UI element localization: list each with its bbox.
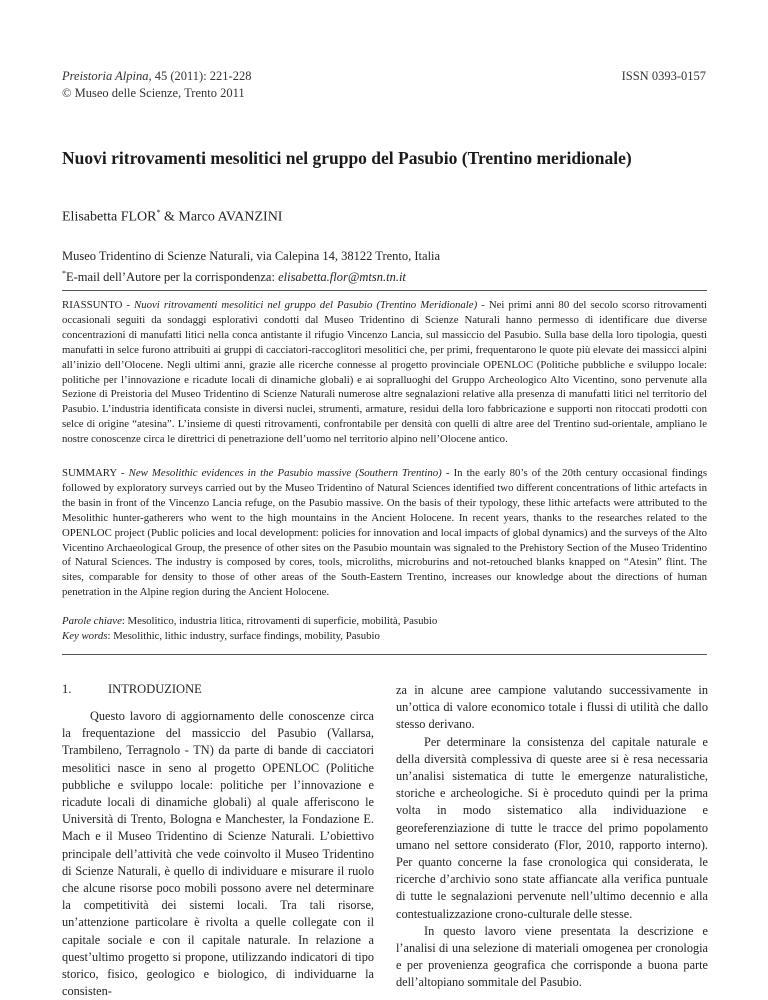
paper-title: Nuovi ritrovamenti mesolitici nel gruppo del Pasubio (Trentino meridionale) (62, 148, 632, 168)
affiliation-email-prefix: E-mail dell’Autore per la corrispondenza: (66, 270, 279, 285)
riassunto-text: - Nei primi anni 80 del secolo scorso ritrovamenti occasionali seguiti da sondaggi esplorativi condotti dal Museo Tridentino di Scienze Naturali hanno permesso di identificare due diverse concentrazioni di manufatti litici nella conca antistante il rifugio Vincenzo Lancia, sul massiccio del Pasubio. Sulla base della loro tipologia, questi manufatti in selce furono attribuiti ai gruppi di cacciatori-raccoglitori mesolitici che, per primi, frequentarono le quote più elevate dei massicci alpini all’inizio dell’Olocene. Negli ultimi anni, grazie alle ricerche connesse al progetto provinciale OPENLOC (Politiche pubbliche e sviluppo locale: politiche per l’innovazione e ricadute locali di dinamiche globali) e ai sopralluoghi del Gruppo Archeologico Alto Vicentino, sono pervenute alla Sezione di Preistoria del Museo Tridentino di Scienze Naturali numerose altre segnalazioni relative alla presenza di manufatti litici nel territorio del Pasubio. L’industria identificata consiste in diversi nuclei, strumenti, armature, residui della loro fabbricazione e supporti non ritoccati prodotti con selce di origine “atesina”. L’insieme di questi ritrovamenti, confrontabile per densità con quelli di altre aree del Trentino sud-orientale, ampliano le nostre conoscenze circa le direttrici di penetrazione dell’uomo nel territorio alpino nell’Olocene antico. (62, 299, 708, 446)
copyright-line: © Museo delle Scienze, Trento 2011 (62, 86, 245, 100)
authors (62, 208, 282, 226)
author-rest: & Marco AVANZINI (160, 209, 283, 225)
keywords-it-label: Parole chiave (62, 615, 122, 627)
journal-citation (62, 68, 251, 102)
affiliation-email[interactable]: elisabetta.flor@mtsn.tn.it (278, 270, 406, 285)
summary (62, 466, 707, 600)
paragraph-continued: za in alcune aree campione valutando successivamente in un’ottica di valore economico totale i flussi di utilità che dallo stesso derivano. (396, 683, 708, 732)
paragraph: Per determinare la consistenza del capitale naturale e della diversità complessiva di queste aree si è resa necessaria un’analisi sistematica di tutte le emergenze naturalistiche, storiche e archeologiche. Si è proceduto quindi per la prima volta in modo sistematico alla individuazione e georeferenziazione di tutte le tracce del primo popolamento umano nel settore considerato (Flor, 2010, rapporto interno). Per quanto concerne la fase cronologica qui considerata, le ricerche d’archivio sono state affiancate alla verifica puntuale di tutte le segnalazioni pervenute nell’ultimo decennio e alla contestualizzazione crono-culturale delle stesse. (396, 734, 708, 921)
paragraph: In questo lavoro viene presentata la descrizione e l’analisi di una selezione di materiali omogenea per cronologia e per provenienza geografica che corrisponde a buona parte dell’altopiano sommitale del Pasubio. (396, 923, 708, 990)
riassunto-title: Nuovi ritrovamenti mesolitici nel gruppo del Pasubio (Trentino Meridionale) (134, 299, 478, 311)
affiliation-mark: * (62, 269, 66, 278)
journal-volume: , 45 (2011): 221-228 (148, 69, 252, 83)
affiliation (62, 248, 440, 286)
bottom-divider (62, 654, 707, 655)
section-heading (62, 682, 202, 697)
riassunto (62, 298, 707, 447)
summary-text: - In the early 80’s of the 20th century occasional findings followed by exploratory surveys carried out by the Museo Tridentino of Natural Sciences identified two different concentrations of lithic artefacts in the basin in front of the Vincenzo Lancia refuge, on the Pasubio massive. On the basis of their typology, these lithic artefacts were attributed to the Mesolithic hunter-gatherers who went to the high mountains in the Ancient Holocene. In recent years, thanks to the researches related to the OPENLOC project (Public policies and local development: policies for innovation and local impacts of global dynamics) and the surveys of the Alto Vicentino Archaeological Group, the presence of other sites on the Pasubio mountain was signaled to the Prehistory Section of the Museo Tridentino of Natural Sciences. The industry is composed by cores, tools, microliths, microburins and not-retouched blanks knapped on “Atesin” flint. The sites, comparable for density to those of other areas of the South-Eastern Trentino, increases our knowledge about the directions of human penetration in the Alpine region during the Ancient Holocene. (62, 467, 708, 599)
summary-label: SUMMARY - (62, 467, 129, 479)
issn: ISSN 0393-0157 (621, 69, 706, 83)
top-divider (62, 290, 707, 291)
riassunto-label: RIASSUNTO - (62, 299, 135, 311)
keywords-en-label: Key words (62, 629, 108, 642)
keywords-en: : Mesolithic, lithic industry, surface findings, mobility, Pasubio (107, 629, 380, 642)
section-title: INTRODUZIONE (108, 682, 202, 696)
keywords (62, 614, 707, 644)
keywords-it: : Mesolitico, industria litica, ritrovamenti di superficie, mobilità, Pasubio (121, 615, 438, 627)
body-column-right (396, 682, 708, 992)
affiliation-address: Museo Tridentino di Scienze Naturali, via Calepina 14, 38122 Trento, Italia (62, 249, 441, 263)
paragraph: Questo lavoro di aggiornamento delle conoscenze circa la frequentazione del massiccio del Pasubio (Vallarsa, Trambileno, Terragnolo - TN) da parte di bande di cacciatori mesolitici nasce in seno al progetto OPENLOC (Politiche pubbliche e sviluppo locale: politiche per l’innovazione e ricadute locali di dinamiche globali) al quale afferiscono le Università di Trento, Bologna e Manchester, la Fondazione E. Mach e il Museo Tridentino di Scienze Naturali. L’obiettivo principale dell’attività che vede coinvolto il Museo Tridentino di Scienze Naturali, è quello di individuare e misurare il ruolo che alcune risorse poco mobili possono avere nel determinare la competitività dei sistemi locali. Tra tali risorse, un’attenzione particolare è rivolta a quelle collegate con il capitale sociale e con il capitale naturale. In relazione a quest’ultimo progetto si propone, utilizzando indicatori di tipo storico, fisico, geologico e biologico, di individuarne la consisten- (62, 709, 374, 999)
author-mark: * (156, 208, 161, 217)
summary-title: New Mesolithic evidences in the Pasubio massive (Southern Trentino) (128, 467, 442, 479)
journal-name: Preistoria Alpina (62, 69, 149, 83)
author-first: Elisabetta FLOR (62, 209, 157, 225)
body-column-left (62, 708, 374, 1000)
section-number: 1. (62, 682, 72, 696)
